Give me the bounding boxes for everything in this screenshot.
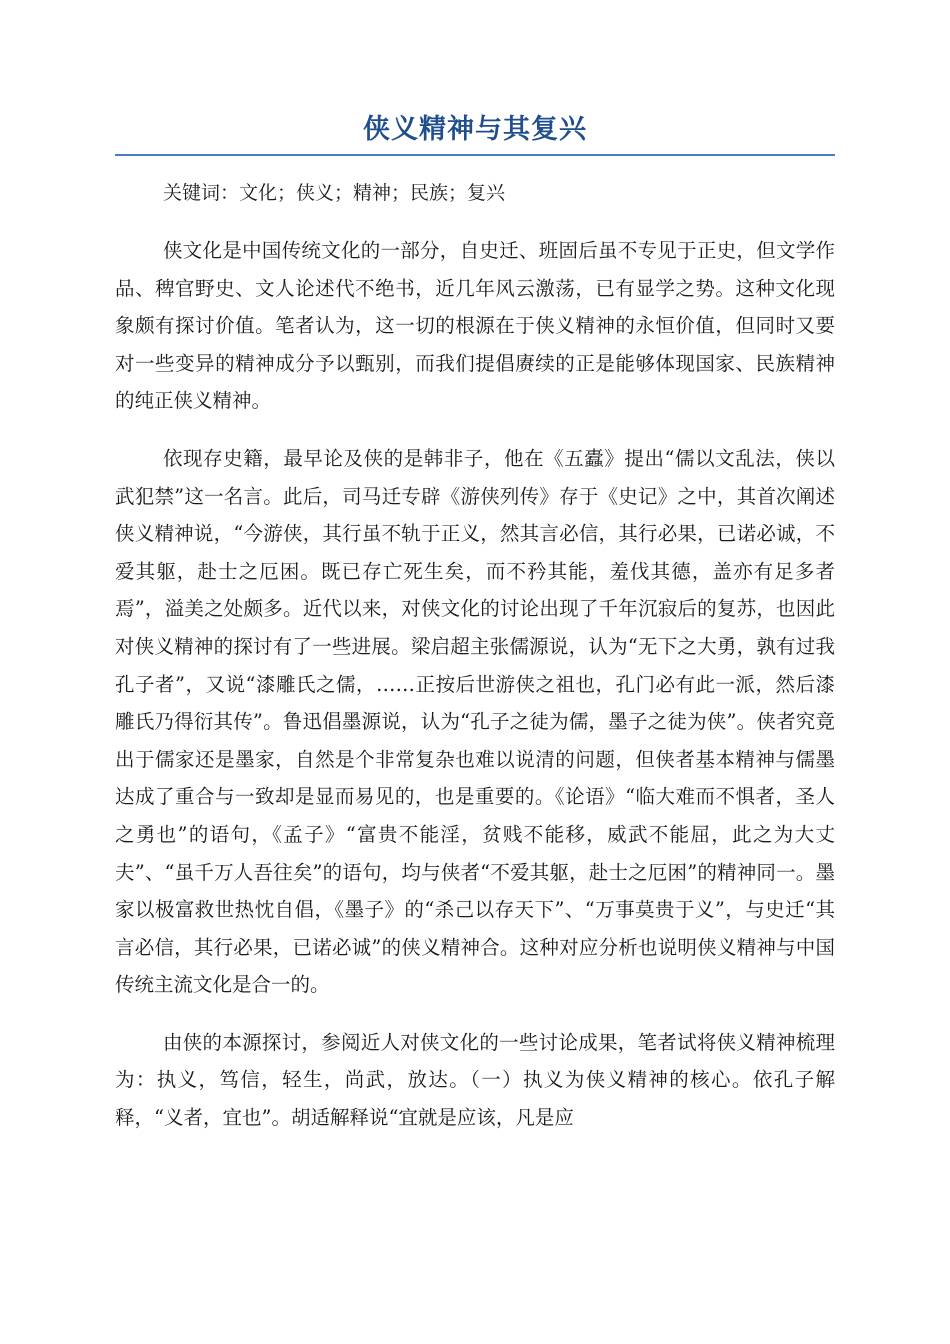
body-paragraph-1: 侠文化是中国传统文化的一部分，自史迁、班固后虽不专见于正史，但文学作品、稗官野史、文人论述代不绝书，近几年风云激荡，已有显学之势。这种文化现象颇有探讨价值。笔者认为，这一切的根源在于侠义精神的永恒价值，但同时又要对一些变异的精神成分予以甄别，而我们提倡赓续的正是能够体现国家、民族精神的纯正侠义精神。: [115, 239, 835, 413]
body-paragraph-3: 由侠的本源探讨，参阅近人对侠文化的一些讨论成果，笔者试将侠义精神梳理为：执义，笃信，轻生，尚武，放达。（一）执义为侠义精神的核心。依孔子解释，“义者，宜也”。胡适解释说“宜就是应该，凡是应: [115, 1030, 835, 1130]
body-paragraph-2: 依现存史籍，最早论及侠的是韩非子，他在《五蠹》提出“儒以文乱法，侠以武犯禁”这一名言。此后，司马迁专辟《游侠列传》存于《史记》之中，其首次阐述侠义精神说，“今游侠，其行虽不轨于正义，然其言必信，其行必果，已诺必诚，不爱其躯，赴士之厄困。既已存亡死生矣，而不矜其能，羞伐其德，盖亦有足多者焉”，溢美之处颇多。近代以来，对侠文化的讨论出现了千年沉寂后的复苏，也因此对侠义精神的探讨有了一些进展。梁启超主张儒源说，认为“无下之大勇，孰有过我孔子者”，又说“漆雕氏之儒，……正按后世游侠之祖也，孔门必有此一派，然后漆雕氏乃得衍其传”。鲁迅倡墨源说，认为“孔子之徒为儒，墨子之徒为侠”。侠者究竟出于儒家还是墨家，自然是个非常复杂也难以说清的问题，但侠者基本精神与儒墨达成了重合与一致却是显而易见的，也是重要的。《论语》“临大难而不惧者，圣人之勇也”的语句，《孟子》“富贵不能淫，贫贱不能移，威武不能屈，此之为大丈夫”、“虽千万人吾往矣”的语句，均与侠者“不爱其躯，赴士之厄困”的精神同一。墨家以极富救世热忱自倡，《墨子》的“杀己以存天下”、“万事莫贵于义”，与史迁“其言必信，其行必果，已诺必诚”的侠义精神合。这种对应分析也说明侠义精神与中国传统主流文化是合一的。: [115, 446, 835, 997]
document-page: [115, 108, 835, 1157]
title-divider: [115, 154, 835, 156]
document-title: 侠义精神与其复兴: [363, 114, 587, 145]
keywords-line: 关键词：文化；侠义；精神；民族；复兴: [163, 182, 506, 204]
